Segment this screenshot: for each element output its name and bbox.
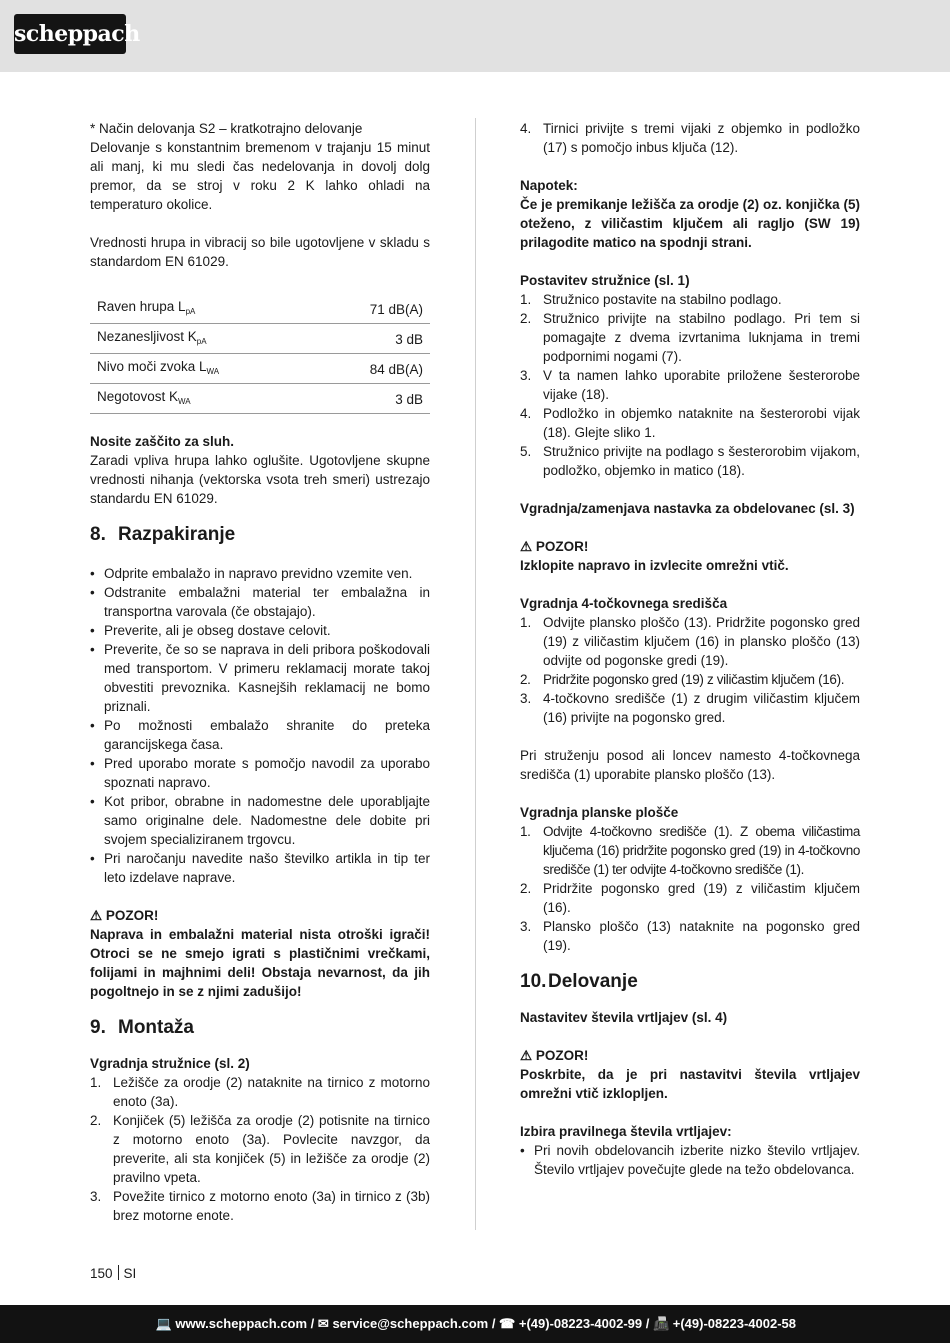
page-number: 150 SI [90,1266,137,1281]
mail-icon: ✉ [317,1316,329,1331]
setup-steps [520,290,860,480]
note-title: Napotek: [520,178,578,193]
list-item: 1. Stružnico postavite na stabilno podlago. [520,292,782,307]
list-item: 1. Odvijte plansko ploščo (13). Pridržite pogonsko gred (19) z viličastim ključem (16) in plansko ploščo (13) odvijte od pogonske gredi (19). [520,615,860,668]
faceplate-title: Vgradnja planske plošče [520,805,679,820]
section-8-heading: 8. Razpakiranje [90,524,236,545]
warning-text: Naprava in embalažni material nista otroški igrači! Otroci se ne smejo igrati s plastičnimi vrečkami, folijami in majhnimi deli! Obstaja nevarnost, da jih pogoltnejo in se z njimi zadušijo! [90,927,430,999]
attachment-title: Vgradnja/zamenjava nastavka za obdelovanec (sl. 3) [520,501,855,516]
center-title: Vgradnja 4-točkovnega središča [520,596,728,611]
choose-speed-title: Izbira pravilnega števila vrtljajev: [520,1124,732,1139]
mount-lathe-title: Vgradnja stružnice (sl. 2) [90,1056,250,1071]
list-item: • Pri naročanju navedite našo številko artikla in tip ter leto izdelave naprave. [90,849,430,887]
speed-title: Nastavitev števila vrtljajev (sl. 4) [520,1010,728,1025]
s2-text: Delovanje s konstantnim bremenom v trajanju 15 minut ali manj, ki mu sledi čas nedelovanja in dovolj dolg premor, da se stroj v roku 2 K lahko ohladi na temperaturo okolice. [90,140,430,212]
noise-table [90,294,430,414]
mount-lathe-steps [90,1073,430,1225]
center-steps [520,613,860,727]
list-item: • Pred uporabo morate s pomočjo navodil za uporabo spoznati napravo. [90,754,430,792]
table-row [90,384,430,414]
table-value: 3 dB [318,324,430,354]
page-footer: 💻 www.scheppach.com / ✉ service@scheppach.com / ☎ +(49)-08223-4002-99 / 📠 +(49)-08223-4002-58 [0,1305,950,1343]
list-item: • Preverite, če so se naprava in deli pribora poškodovali med transportom. V primeru reklamacij morate takoj obvestiti prevoznika. Kasnejših reklamacij ne bomo priznali. [90,640,430,716]
table-value: 84 dB(A) [318,354,430,384]
list-item: 2. Konjiček (5) ležišča za orodje (2) potisnite na tirnico z motorno enoto (3a). Povlecite navzgor, da preverite, ali sta konjiček (5) in ležišče za orodje (2) pravilno vpeta. [90,1113,430,1185]
list-item: 1. Ležišče za orodje (2) nataknite na tirnico z motorno enoto (3a). [90,1075,430,1109]
page-header [0,0,950,72]
choose-speed-list [520,1141,860,1179]
s2-title: * Način delovanja S2 – kratkotrajno delovanje [90,121,363,136]
warning-heading: ⚠ POZOR! [520,539,589,554]
table-row [90,354,430,384]
scheppach-logo: scheppach [14,14,126,54]
mount-lathe-steps-continued [520,119,860,157]
list-item: • Odprite embalažo in napravo previdno vzemite ven. [90,564,430,583]
list-item: 4. Tirnici privijte s tremi vijaki z objemko in podložko (17) s pomočjo inbus ključa (12). [520,121,860,155]
list-item: 3. 4-točkovno središče (1) z drugim viličastim ključem (16) privijte na pogonsko gred. [520,691,860,725]
section-10-heading: 10.Delovanje [520,971,638,992]
table-label: Raven hrupa $L_{pA}$ [90,294,318,324]
right-column [520,119,860,1179]
warning-heading: ⚠ POZOR! [90,908,159,923]
table-label: Negotovost $K_{WA}$ [90,384,318,414]
list-item: 5. Stružnico privijte na podlago s šesterorobim vijakom, podložko, objemko in matico (18). [520,444,860,478]
table-value: 71 dB(A) [318,294,430,324]
warning-text: Izklopite napravo in izvlecite omrežni vtič. [520,558,789,573]
section-9-heading: 9. Montaža [90,1017,194,1038]
list-item: 4. Podložko in objemko nataknite na šesterorobi vijak (18). Glejte sliko 1. [520,406,860,440]
list-item: • Pri novih obdelovancih izberite nizko število vrtljajev. Število vrtljajev povečujte glede na težo obdelovanca. [520,1141,860,1179]
list-item: • Odstranite embalažni material ter embalažna in transportna varovala (če obstajajo). [90,583,430,621]
note-text: Če je premikanje ležišča za orodje (2) oz. konjička (5) oteženo, z viličastim ključem ali ragljo (SW 19) prilagodite matico na spodnji strani. [520,197,860,250]
table-row [90,324,430,354]
computer-icon: 💻 [155,1316,172,1331]
list-item: 3. V ta namen lahko uporabite priložene šesterorobe vijake (18). [520,368,860,402]
warning-icon: ⚠ [520,539,533,554]
website-link[interactable]: www.scheppach.com [175,1316,308,1331]
list-item: 3. Povežite tirnico z motorno enoto (3a) in tirnico z (3b) brez motorne enote. [90,1189,430,1223]
list-item: • Preverite, ali je obseg dostave celovit. [90,621,430,640]
list-item: 2. Pridržite pogonsko gred (19) z viličastim ključem (16). [520,881,860,915]
ear-protection-title: Nosite zaščito za sluh. [90,434,235,449]
phone-icon: ☎ [499,1316,516,1331]
email-link[interactable]: service@scheppach.com [332,1316,489,1331]
left-column [90,119,430,1225]
phone-number: +(49)-08223-4002-99 [518,1316,643,1331]
list-item: • Kot pribor, obrabne in nadomestne dele uporabljajte samo originalne dele. Nadomestne dele dobite pri svojem specializiranem trgovcu. [90,792,430,849]
warning-heading: ⚠ POZOR! [520,1048,589,1063]
column-divider [475,118,476,1230]
center-text: Pri struženju posod ali loncev namesto 4-točkovnega središča (1) uporabite plansko ploščo (13). [520,748,860,782]
noise-text: Vrednosti hrupa in vibracij so bile ugotovljene v skladu s standardom EN 61029. [90,235,430,269]
unpacking-list [90,564,430,887]
table-label: Nezanesljivost $K_{pA}$ [90,324,318,354]
fax-number: +(49)-08223-4002-58 [672,1316,796,1331]
warning-icon: ⚠ [90,908,103,923]
fax-icon: 📠 [652,1316,670,1331]
table-row [90,294,430,324]
ear-protection-text: Zaradi vpliva hrupa lahko oglušite. Ugotovljene skupne vrednosti nihanja (vektorska vsota treh smeri) ustrezajo standardu EN 61029. [90,453,430,506]
setup-title: Postavitev stružnice (sl. 1) [520,273,690,288]
list-item: 2. Stružnico privijte na stabilno podlago. Pri tem si pomagajte z dvema izvrtanima luknjama in tremi podpornimi nogami (7). [520,311,860,364]
table-label: Nivo moči zvoka $L_{WA}$ [90,354,318,384]
warning-text: Poskrbite, da je pri nastavitvi števila vrtljajev omrežni vtič izklopljen. [520,1067,860,1101]
list-item: 2. Pridržite pogonsko gred (19) z viličastim ključem (16). [520,672,845,687]
faceplate-steps [520,822,860,955]
warning-icon: ⚠ [520,1048,533,1063]
list-item: • Po možnosti embalažo shranite do preteka garancijskega časa. [90,716,430,754]
table-value: 3 dB [318,384,430,414]
list-item: 1. Odvijte 4-točkovno središče (1). Z obema viličastima ključema (16) pridržite pogonsko gred (19) in 4-točkovno središče (1) ter odvijte 4-točkovno središče (1). [520,824,860,877]
list-item: 3. Plansko ploščo (13) nataknite na pogonsko gred (19). [520,919,860,953]
